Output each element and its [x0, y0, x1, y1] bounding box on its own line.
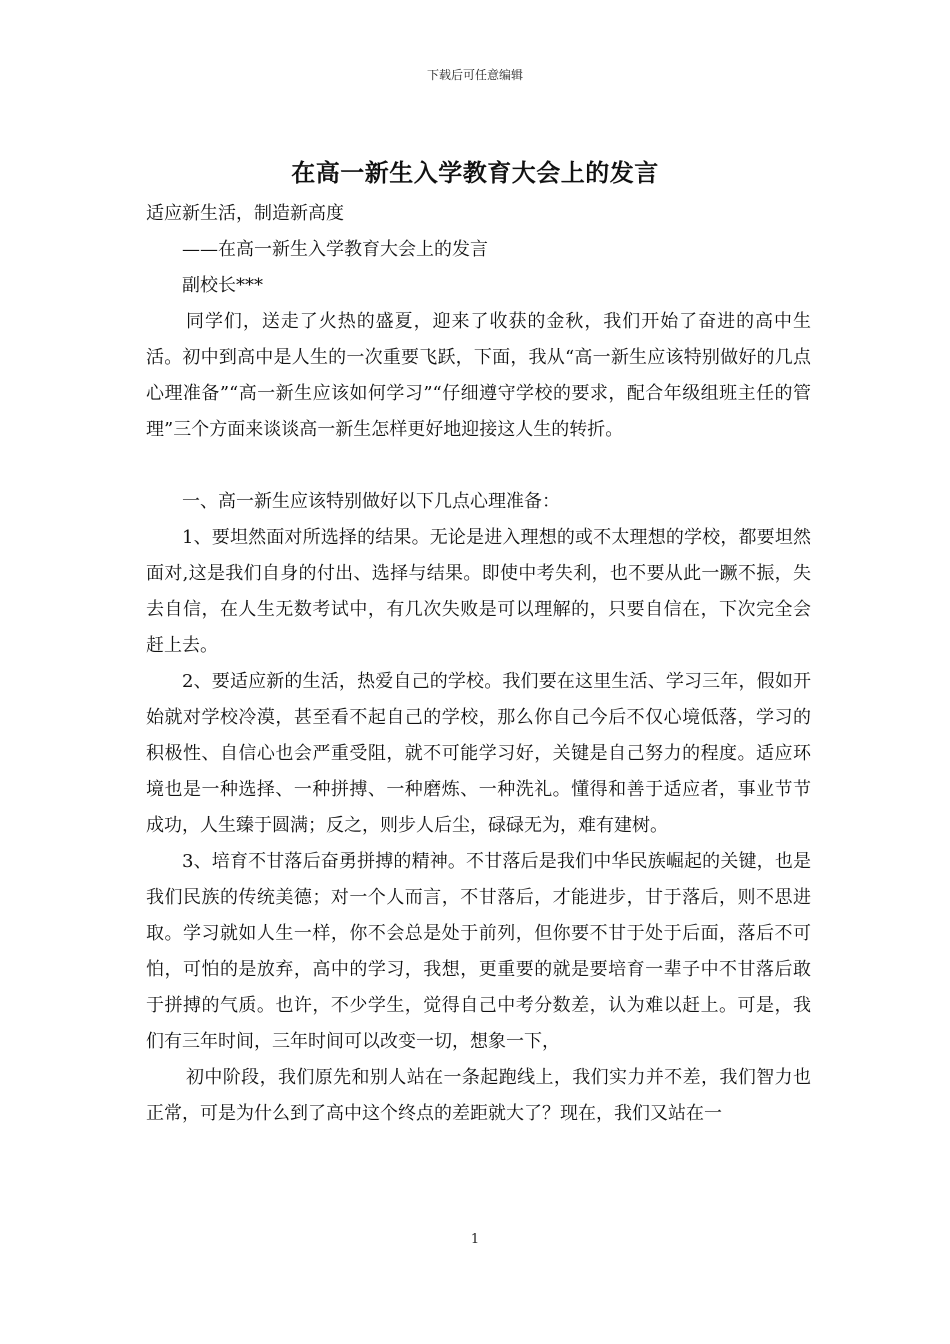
section-heading: 一、高一新生应该特别做好以下几点心理准备： [182, 491, 560, 512]
paragraph-intro: 同学们，送走了火热的盛夏，迎来了收获的金秋，我们开始了奋进的高中生活。初中到高中是人生的一次重要飞跃，下面，我从“高一新生应该特别做好的几点心理准备”“高一新生应该如何学习”“仔细遵守学校的要求，配合年级组班主任的管理”三个方面来谈谈高一新生怎样更好地迎接这人生的转折。 [146, 311, 811, 440]
paragraph-point-2: 2、要适应新的生活，热爱自己的学校。我们要在这里生活、学习三年，假如开始就对学校冷漠，甚至看不起自己的学校，那么你自己今后不仅心境低落，学习的积极性、自信心也会严重受阻，就不可能学习好，关键是自己努力的程度。适应环境也是一种选择、一种拼搏、一种磨炼、一种洗礼。懂得和善于适应者，事业节节成功，人生臻于圆满；反之，则步人后尘，碌碌无为，难有建树。 [146, 671, 811, 836]
speaker-line: 副校长*** [182, 275, 263, 296]
subtitle: 适应新生活，制造新高度 [146, 203, 344, 224]
page-number: 1 [470, 1232, 480, 1247]
paragraph-continuation: 初中阶段，我们原先和别人站在一条起跑线上，我们实力并不差，我们智力也正常，可是为什么到了高中这个终点的差距就大了？现在，我们又站在一 [146, 1067, 811, 1124]
paragraph-point-1: 1、要坦然面对所选择的结果。无论是进入理想的或不太理想的学校，都要坦然面对,这是我们自身的付出、选择与结果。即使中考失利，也不要从此一蹶不振，失去自信，在人生无数考试中，有几次失败是可以理解的，只要自信在，下次完全会赶上去。 [146, 527, 811, 656]
document-title: 在高一新生入学教育大会上的发言 [291, 158, 659, 187]
paragraph-point-3: 3、培育不甘落后奋勇拼搏的精神。不甘落后是我们中华民族崛起的关键，也是我们民族的传统美德；对一个人而言，不甘落后，才能进步，甘于落后，则不思进取。学习就如人生一样，你不会总是处于前列，但你要不甘于处于后面，落后不可怕，可怕的是放弃，高中的学习，我想，更重要的就是要培育一辈子中不甘落后敢于拼搏的气质。也许，不少学生，觉得自己中考分数差，认为难以赶上。可是，我们有三年时间，三年时间可以改变一切，想象一下， [146, 851, 811, 1052]
document-body [146, 196, 811, 1132]
header-note: 下载后可任意编辑 [426, 68, 523, 82]
blank-line [146, 448, 811, 484]
subheading: ——在高一新生入学教育大会上的发言 [182, 239, 488, 260]
